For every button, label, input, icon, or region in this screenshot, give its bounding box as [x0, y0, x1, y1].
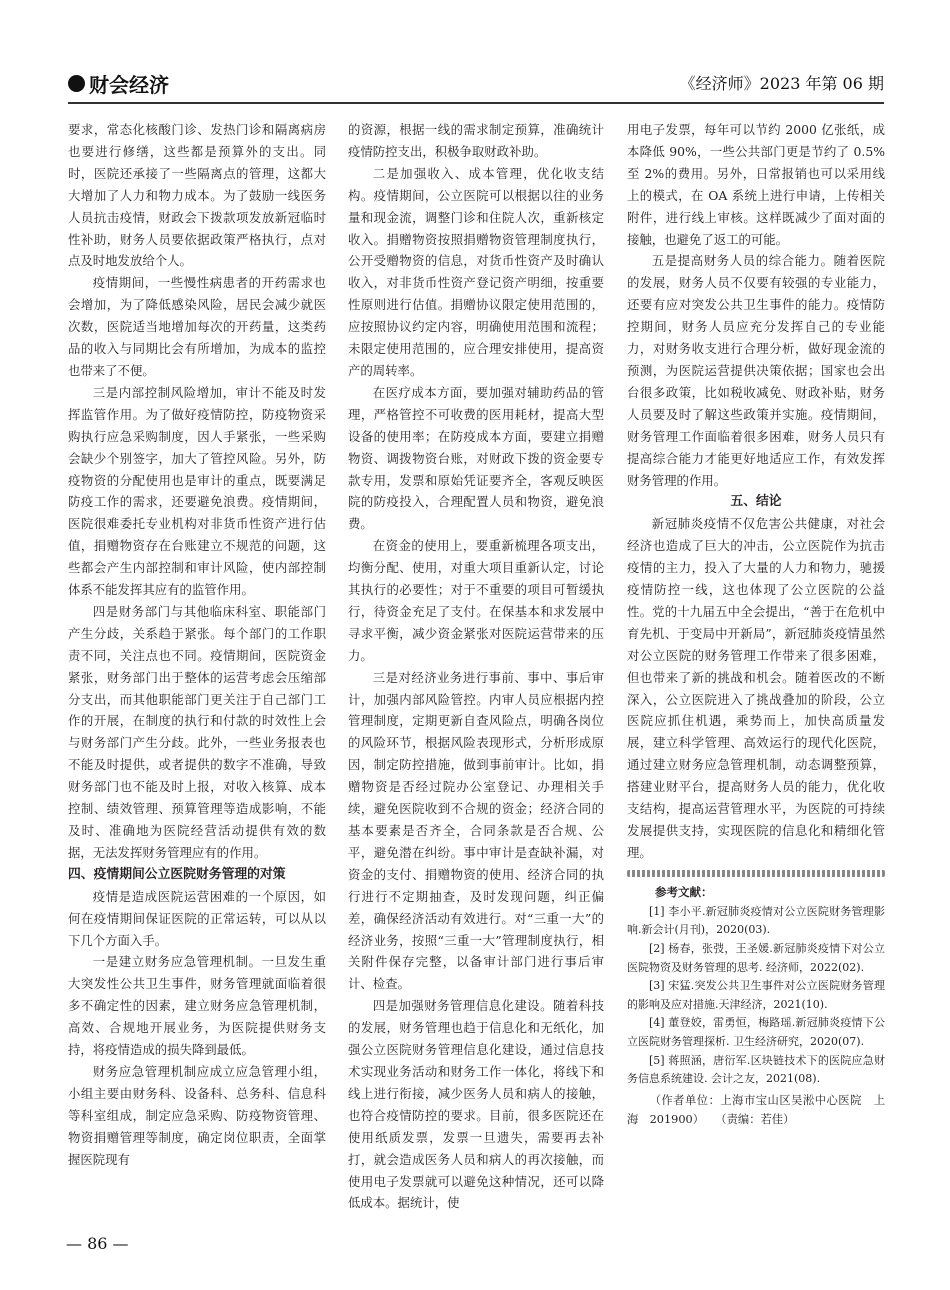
column-1	[68, 119, 326, 1171]
paragraph: 三是内部控制风险增加，审计不能及时发挥监管作用。为了做好疫情防控，防疫物资采购执行应急采购制度，因人手紧张，一些采购会缺少个别签字，加大了管控风险。另外，防疫物资的分配使用也是审计的重点，既要满足防疫工作的需求，还要避免浪费。疫情期间，医院很难委托专业机构对非货币性资产进行估值，捐赠物资存在台账建立不规范的问题，这些都会产生内部控制和审计风险，使内部控制体系不能发挥其应有的监管作用。	[68, 384, 326, 598]
paragraph: 二是加强收入、成本管理，优化收支结构。疫情期间，公立医院可以根据以往的业务量和现金流，调整门诊和住院人次，重新核定收入。捐赠物资按照捐赠物资管理制度执行，公开受赠物资的信息，对货币性资产及时确认收入，对非货币性资产登记资产明细，按重要性原则进行估值。捐赠协议限定使用范围的，应按照协议约定内容，明确使用范围和流程；未限定使用范围的，应合理安排使用，提高资产的周转率。	[348, 165, 604, 378]
paragraph: 疫情是造成医院运营困难的一个原因，如何在疫情期间保证医院的正常运转，可以从以下几个方面入手。	[68, 888, 326, 948]
journal-issue: 《经济师》2023 年第 06 期	[679, 74, 884, 93]
paragraph: 四是财务部门与其他临床科室、职能部门产生分歧，关系趋于紧张。每个部门的工作职责不同，关注点也不同。疫情期间，医院资金紧张，财务部门出于整体的运营考虑会压缩部分支出，而其他职能部门更关注于自己部门工作的开展，在制度的执行和付款的时效性上会与财务部门产生分歧。此外，一些业务报表也不能及时提供，或者提供的数字不准确，导致财务部门也不能及时上报，对收入核算、成本控制、绩效管理、预算管理等造成影响，不能及时、准确地为医院经营活动提供有效的数据，无法发挥财务管理应有的作用。	[68, 603, 326, 860]
header-divider	[68, 102, 884, 104]
section-title: 财会经济	[89, 72, 169, 97]
paragraph: 在医疗成本方面，要加强对辅助药品的管理，严格管控不可收费的医用耗材，提高大型设备的使用率；在防疫成本方面，要建立捐赠物资、调拨物资台账，对财政下拨的资金要专款专用，发票和原始凭证要齐全，客观反映医院的防疫投入，合理配置人员和物资，避免浪费。	[348, 384, 604, 532]
column-2	[348, 119, 604, 1214]
paragraph: 新冠肺炎疫情不仅危害公共健康，对社会经济也造成了巨大的冲击，公立医院作为抗击疫情的主力，投入了大量的人力和物力，驰援疫情防控一线，这也体现了公立医院的公益性。党的十九届五中全会提出，“善于在危机中育先机、于变局中开新局”，新冠肺炎疫情虽然对公立医院的财务管理工作带来了很多困难，但也带来了新的挑战和机会。随着医改的不断深入，公立医院进入了挑战叠加的阶段，公立医院应抓住机遇，乘势而上，加快高质量发展，建立科学管理、高效运行的现代化医院，通过建立财务应急管理机制，动态调整预算，搭建业财平台，提高财务人员的能力，优化收支结构，提高运营管理水平，为医院的可持续发展提供支持，实现医院的信息化和精细化管理。	[627, 516, 885, 860]
references-title: 参考文献：	[655, 884, 713, 899]
section-heading-5: 五、结论	[730, 494, 782, 510]
paragraph: 用电子发票，每年可以节约 2000 亿张纸，成本降低 90%，一些公共部门更是节约了 0.5%至 2%的费用。另外，日常报销也可以采用线上的模式，在 OA 系统上进行申请，上传相关附件，进行线上审核。这样既减少了面对面的接触，也避免了返工的可能。	[627, 122, 885, 247]
paragraph: 三是对经济业务进行事前、事中、事后审计，加强内部风险管控。内审人员应根据内控管理制度，定期更新自查风险点，明确各岗位的风险环节，根据风险表现形式，分析形成原因，制定防控措施，做到事前审计。比如，捐赠物资是否经过院办公室登记、办理相关手续，避免医院收到不合规的资金；经济合同的基本要素是否齐全，合同条款是否合规、公平，避免潜在纠纷。事中审计是查缺补漏，对资金的支付、捐赠物资的使用、经济合同的执行进行不定期抽查，及时发现问题，纠正偏差，确保经济活动有效进行。对“三重一大”的经济业务，按照“三重一大”管理制度执行，相关附件保存完整，以备审计部门进行事后审计、检查。	[348, 669, 604, 992]
bullet-dot-icon	[68, 75, 85, 92]
paragraph: 在资金的使用上，要重新梳理各项支出，均衡分配、使用，对重大项目重新认定，讨论其执行的必要性；对于不重要的项目可暂缓执行，待资金充足了支付。在保基本和求发展中寻求平衡，减少资金紧张对医院运营带来的压力。	[348, 538, 604, 663]
column-3	[627, 119, 885, 1129]
author-affiliation: （作者单位：上海市宝山区吴淞中心医院 上海 201900） （责编：若佳）	[627, 1093, 885, 1126]
paragraph: 五是提高财务人员的综合能力。随着医院的发展，财务人员不仅要有较强的专业能力，还要有应对突发公共卫生事件的能力。疫情防控期间，财务人员应充分发挥自己的专业能力，对财务收支进行合理分析，做好现金流的预测，为医院运营提供决策依据；国家也会出台很多政策，比如税收减免、财政补贴，财务人员要及时了解这些政策并实施。疫情期间，财务管理工作面临着很多困难，财务人员只有提高综合能力才能更好地适应工作，有效发挥财务管理的作用。	[627, 253, 885, 488]
wavy-divider	[627, 870, 885, 877]
paragraph: 要求，常态化核酸门诊、发热门诊和隔离病房也要进行修缮，这些都是预算外的支出。同时，医院还承接了一些隔离点的管理，这都大大增加了人力和物力成本。为了鼓励一线医务人员抗击疫情，财政会下拨款项发放新冠临时性补助，财务人员要依据政策严格执行，点对点及时地发放给个人。	[68, 122, 326, 269]
reference-item: [3] 宋猛.突发公共卫生事件对公立医院财务管理的影响及应对措施.天津经济，2021(10).	[627, 979, 885, 1011]
reference-item: [1] 李小平.新冠肺炎疫情对公立医院财务管理影响.新会计(月刊)，2020(03).	[627, 904, 885, 937]
reference-item: [4] 董登姣，雷勇恒，梅路瑶.新冠肺炎疫情下公立医院财务管理探析. 卫生经济研究，2020(07).	[627, 1016, 885, 1048]
paragraph: 疫情期间，一些慢性病患者的开药需求也会增加，为了降低感染风险，居民会减少就医次数，医院适当地增加每次的开药量，这类药品的收入与同期比会有所增加，为成本的监控也带来了不便。	[68, 275, 326, 378]
paragraph: 四是加强财务管理信息化建设。随着科技的发展，财务管理也趋于信息化和无纸化，加强公立医院财务管理信息化建设，通过信息技术实现业务活动和财务工作一体化，将线下和线上进行衔接，减少医务人员和病人的接触，也符合疫情防控的要求。目前，很多医院还在使用纸质发票，发票一旦遗失，需要再去补打，就会造成医务人员和病人的再次接触，而使用电子发票就可以避免这种情况，还可以降低成本。据统计，使	[348, 998, 604, 1211]
paragraph: 的资源，根据一线的需求制定预算，准确统计疫情防控支出，积极争取财政补助。	[348, 122, 604, 159]
paragraph: 财务应急管理机制应成立应急管理小组，小组主要由财务科、设备科、总务科、信息科等科室组成，制定应急采购、防疫物资管理、物资捐赠管理等制度，确定岗位职责，全面掌握医院现有	[68, 1063, 326, 1167]
reference-item: [5] 蒋照涵，唐衍军.区块链技术下的医院应急财务信息系统建设. 会计之友，2021(08).	[627, 1053, 885, 1086]
section-heading-4: 四、疫情期间公立医院财务管理的对策	[68, 866, 286, 882]
page-number: — 86 —	[66, 1234, 129, 1253]
header-section	[68, 70, 169, 96]
paragraph: 一是建立财务应急管理机制。一旦发生重大突发性公共卫生事件，财务管理就面临着很多不确定性的因素，建立财务应急管理机制，高效、合规地开展业务，为医院提供财务支持，将疫情造成的损失降到最低。	[68, 954, 326, 1058]
reference-item: [2] 杨春，张弢，王圣媛.新冠肺炎疫情下对公立医院物资及财务管理的思考. 经济师，2022(02).	[627, 942, 885, 974]
